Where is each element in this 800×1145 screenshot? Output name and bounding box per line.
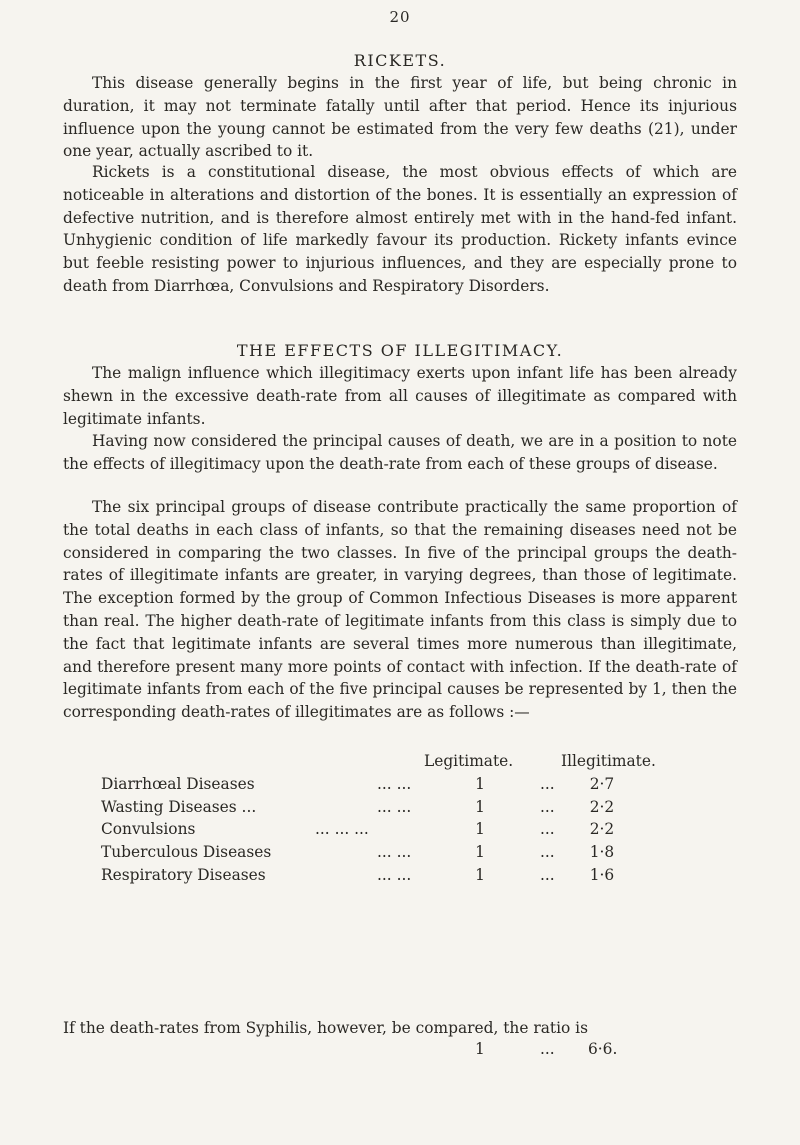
rickets-paragraph-2: Rickets is a constitutional disease, the most obvious effects of which are noticeable in alterations and distortion of the bones. It is essentially an expression of defective nutrition, and is therefore almost entirely met with in the hand-fed infant. Unhygienic condition of life markedly favour its production. Rickety infants evince but feeble resisting power to injurious influences, and they are especially prone to death from Diarrhœa, Convulsions and Respiratory Disorders. bbox=[63, 163, 737, 295]
table-row bbox=[0, 796, 800, 819]
disease-name: Diarrhœal Diseases bbox=[101, 774, 255, 793]
illegitimate-column-header: Illegitimate. bbox=[561, 752, 656, 770]
leader-dots: ... bbox=[540, 843, 555, 862]
rickets-heading: RICKETS. bbox=[353, 51, 447, 70]
leader-dots: ... bbox=[540, 820, 555, 839]
leader-dots: ... bbox=[540, 797, 555, 816]
table-row bbox=[0, 773, 800, 796]
table-row bbox=[0, 841, 800, 864]
legitimate-value: 1 bbox=[475, 843, 485, 862]
death-rate-ratio-table bbox=[0, 750, 800, 887]
illegitimate-value: 2·7 bbox=[589, 774, 615, 793]
illegitimacy-heading: THE EFFECTS OF ILLEGITIMACY. bbox=[236, 341, 564, 360]
legitimate-value: 1 bbox=[475, 774, 485, 793]
legitimate-column-header: Legitimate. bbox=[424, 752, 514, 770]
leader-dots: ... ... bbox=[377, 843, 412, 862]
syphilis-illegitimate-value: 6·6. bbox=[588, 1040, 618, 1058]
illegitimate-value: 1·8 bbox=[589, 843, 615, 862]
legitimate-value: 1 bbox=[475, 797, 485, 816]
illegitimate-value: 2·2 bbox=[589, 820, 615, 839]
rickets-paragraph-1: This disease generally begins in the first year of life, but being chronic in duration, it may not terminate fatally until after that period. Hence its injurious influence upon the young cannot be estimated from the very few deaths (21), under one year, actually ascribed to it. bbox=[63, 74, 737, 161]
illegitimate-value: 2·2 bbox=[589, 797, 615, 816]
legitimate-value: 1 bbox=[475, 820, 485, 839]
page-number: 20 bbox=[389, 8, 411, 26]
illegitimacy-paragraph-1: The malign influence which illegitimacy exerts upon infant life has been already shewn in the excessive death-rate from all causes of illegitimate as compared with legitimate infants. bbox=[63, 364, 737, 428]
leader-dots: ... bbox=[540, 774, 555, 793]
illegitimacy-paragraph-2: Having now considered the principal causes of death, we are in a position to note the effects of illegitimacy upon the death-rate from each of these groups of disease. bbox=[63, 432, 737, 473]
disease-name: Convulsions bbox=[101, 820, 196, 839]
leader-dots: ... ... ... bbox=[315, 820, 369, 839]
illegitimacy-paragraph-3: The six principal groups of disease contribute practically the same proportion of the total deaths in each class of infants, so that the remaining diseases need not be considered in comparing the two classes. In five of the principal groups the death-rates of illegitimate infants are greater, in varying degrees, than those of legitimate. The exception formed by the group of Common Infectious Diseases is more apparent than real. The higher death-rate of legitimate infants from this class is simply due to the fact that legitimate infants are several times more numerous than illegitimate, and therefore present many more points of contact with infection. If the death-rate of legitimate infants from each of the five principal causes be represented by 1, then the corresponding death-rates of illegitimates are as follows :— bbox=[63, 498, 737, 722]
leader-dots: ... bbox=[540, 1040, 555, 1058]
leader-dots: ... ... bbox=[377, 774, 412, 793]
leader-dots: ... ... bbox=[377, 797, 412, 816]
disease-name: Respiratory Diseases bbox=[101, 865, 266, 884]
syphilis-sentence: If the death-rates from Syphilis, however, be compared, the ratio is bbox=[63, 1019, 588, 1037]
syphilis-legitimate-value: 1 bbox=[475, 1040, 485, 1058]
illegitimate-value: 1·6 bbox=[589, 865, 615, 884]
disease-name: Wasting Diseases ... bbox=[101, 797, 257, 816]
leader-dots: ... ... bbox=[377, 865, 412, 884]
legitimate-value: 1 bbox=[475, 865, 485, 884]
leader-dots: ... bbox=[540, 865, 555, 884]
table-row bbox=[0, 864, 800, 887]
disease-name: Tuberculous Diseases bbox=[101, 843, 272, 862]
table-row bbox=[0, 818, 800, 841]
table-header-row bbox=[0, 750, 800, 773]
